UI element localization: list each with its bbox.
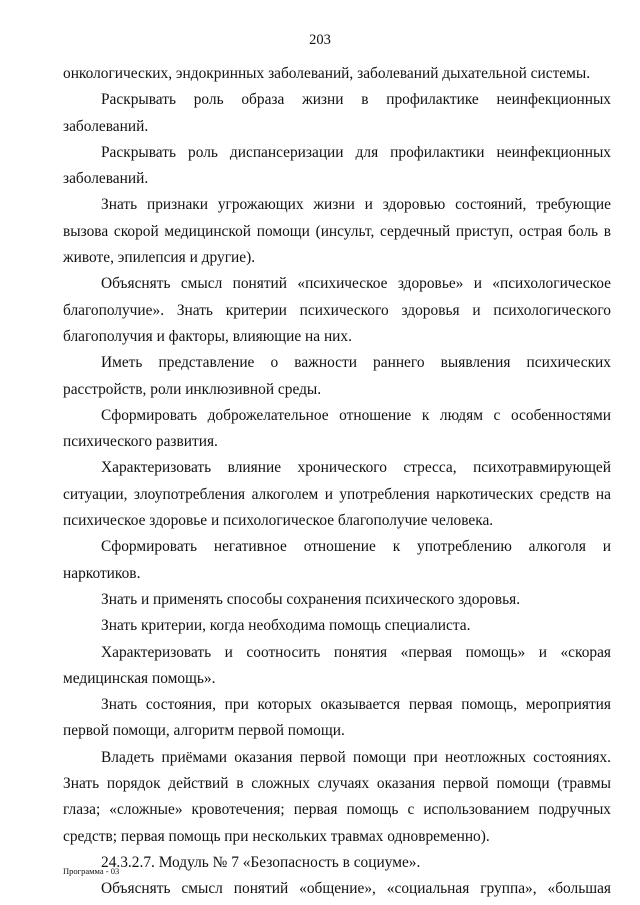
paragraph: Раскрывать роль диспансеризации для профилактики неинфекционных заболеваний. [63, 143, 611, 188]
body-text [63, 61, 611, 903]
paragraph: Объяснять смысл понятий «психическое здоровье» и «психологическое благополучие». Знать критерии психического здоровья и психологического благополучия и факторы, влияющие на них. [63, 275, 611, 345]
paragraph: Характеризовать и соотносить понятия «первая помощь» и «скорая медицинская помощь». [63, 643, 611, 687]
paragraph: Сформировать негативное отношение к употреблению алкоголя и наркотиков. [63, 538, 611, 582]
section-heading: 24.3.2.7. Модуль № 7 «Безопасность в социуме». [101, 853, 421, 871]
paragraph-continuation: онкологических, эндокринных заболеваний, заболеваний дыхательной системы. [63, 65, 591, 82]
paragraph: Иметь представление о важности раннего выявления психических расстройств, роли инклюзивной среды. [63, 354, 611, 398]
paragraph: Знать состояния, при которых оказывается первая помощь, мероприятия первой помощи, алгоритм первой помощи. [63, 696, 611, 740]
paragraph: Раскрывать роль образа жизни в профилактике неинфекционных заболеваний. [63, 91, 611, 135]
paragraph: Объяснять смысл понятий «общение», «социальная группа», «большая [101, 880, 611, 898]
page-number: 203 [309, 32, 331, 48]
paragraph: Знать критерии, когда необходима помощь специалиста. [101, 617, 471, 635]
paragraph: Характеризовать влияние хронического стресса, психотравмирующей ситуации, злоупотребления алкоголем и употребления наркотических средств на психическое здоровье и психологическое благополучие человека. [63, 459, 611, 530]
paragraph: Сформировать доброжелательное отношение к людям с особенностями психического развития. [63, 406, 611, 451]
paragraph: Знать признаки угрожающих жизни и здоровью состояний, требующие вызова скорой медицинской помощи (инсульт, сердечный приступ, острая боль в животе, эпилепсия и другие). [63, 196, 611, 267]
footer-program-label: Программа - 03 [63, 866, 120, 876]
paragraph: Владеть приёмами оказания первой помощи при неотложных состояниях. Знать порядок действий в сложных случаях оказания первой помощи (травмы глаза; «сложные» кровотечения; первая помощь с использованием подручных средств; первая помощь при нескольких травмах одновременно). [63, 748, 611, 845]
paragraph: Знать и применять способы сохранения психического здоровья. [101, 590, 521, 608]
